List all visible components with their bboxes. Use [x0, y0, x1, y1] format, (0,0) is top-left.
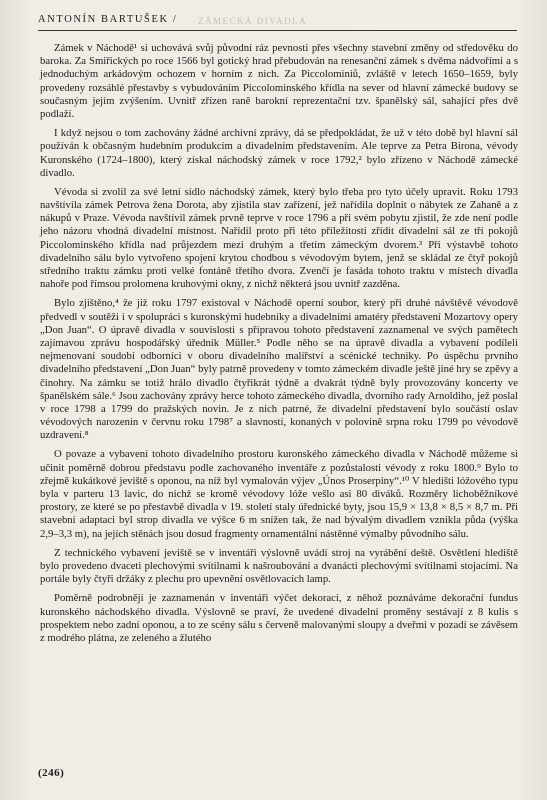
- paragraph: Vévoda si zvolil za své letní sídlo náchodský zámek, který bylo třeba pro tyto účely upravit. Roku 1793 navštívila zámek Petrova žena Dorota, aby zjistila stav zařízení, jež nařídila doplnit o nábytek ze Zahaně a z nákupů v Praze. Vévoda navštívil zámek prvně teprve v roce 1796 a při svém pobytu zjistil, že zde není podle jeho názoru vhodná divadelní místnost. Nařídil proto při této příležitosti zřídit divadelní sál ze tří pokojů Piccolominského křídla nad průjezdem mezi druhým a třetím zámeckým dvorem.³ Při výstavbě tohoto divadelního sálu bylo vytvořeno spojení krytou chodbou s vévodovým bytem, jenž se skládal ze čtyř pokojů středního traktu zámku proti velké fontáně třetího dvora. Zvenčí je fasáda tohoto traktu v místech divadla nahoře pod římsou prolomena kruhovými okny, z nichž některá jsou uvnitř zazděna.: [40, 185, 518, 291]
- show-through-text: ZÁMECKÁ DIVADLA: [198, 16, 308, 26]
- page-number: (246): [38, 767, 65, 779]
- paragraph: Zámek v Náchodě¹ si uchovává svůj původní ráz pevnosti přes všechny stavební změny od středověku do baroka. Za Smiřických po roce 1566 byl gotický hrad přebudován na renesanční zámek s dvěma nádvořími a s jednoduchým arkádovým ochozem v horním z nich. Za Piccolominiů, zvláště v letech 1650–1659, byly provedeny rozsáhlé přestavby s vybudováním Piccolominského křídla na sever od hlavní zámecké budovy se současným jejím zvýšením. Uvnitř zřízen raně barokní reprezentační tzv. španělský sál, sahající přes dvě podlaží.: [40, 42, 518, 120]
- page-header: [38, 14, 517, 30]
- header-rule: [38, 30, 517, 31]
- paragraph: Bylo zjištěno,⁴ že již roku 1797 existoval v Náchodě operní soubor, který při druhé návštěvě vévodově předvedl v soutěži i v spolupráci s kuronskými hudebníky a divadelními amatéry představení Mozartovy opery „Don Juan“. O úpravě divadla v souvislosti s přípravou tohoto představení zaznamenal ve svých pamětech zajímavou zprávu hospodářský úředník Müller.⁵ Podle něho se na úpravě divadla a vybavení podíleli nejmenovaní soudobí odborníci v oboru divadelního malířství a scénické techniky. Po úspěchu prvního divadelního představení „Don Juan“ byly patrně provedeny v tomto zámeckém divadle ještě jiné hry se zpěvy a činohry. Na zámku se totiž hrálo divadlo čtyřikrát týdně a dvakrát týdně byly provozovány koncerty ve španělském sále.⁶ Jsou zachovány zprávy herce tohoto zámeckého divadla, dvorního rady Arnoldiho, jež poslal v roce 1798 a 1799 do pražských novin. Je z nich patrné, že divadelní představení bylo součástí oslav vévodových narozenin v červnu roku 1798⁷ a slavností, konaných v polovině srpna roku 1799 po vévodově uzdravení.⁸: [40, 297, 518, 442]
- running-head: ANTONÍN BARTUŠEK /: [38, 14, 178, 25]
- paragraph: I když nejsou o tom zachovány žádné archivní zprávy, dá se předpokládat, že už v této době byl hlavní sál používán k občasným hudebním produkcím a divadelním představením. Ale teprve za Petra Birona, vévody Kuronského (1724–1800), který získal náchodský zámek v roce 1792,² bylo zřízeno v Náchodě zámecké divadlo.: [40, 127, 518, 179]
- paragraph: Poměrně podrobněji je zaznamenán v inventáři výčet dekorací, z něhož poznáváme dekorační fundus kuronského náchodského divadla. Výslovně se praví, že uvedené divadelní proměny sestávají z 8 kulis s prospektem nebo zadní oponou, a to ze scény sálu s červeně malovanými sloupy a dveřmi v pozadí se závěsem z modrého plátna, ze zeleného a žlutého: [40, 592, 518, 644]
- paragraph: O povaze a vybavení tohoto divadelního prostoru kuronského zámeckého divadla v Náchodě můžeme si učinit poměrně dobrou představu podle zachovaného inventáře z pozůstalosti vévody z roku 1800.⁹ Bylo to zřejmě kukátkové jeviště s oponou, na níž byl vymalován výjev „Únos Proserpiny“.¹⁰ V hledišti lóžového typu byla v parteru 13 lavic, do nichž se kromě vévodovy lóže vešlo asi 80 diváků. Rozměry lichoběžníkové prostory, ze které se po přestavbě divadla v 19. století staly úřednické byty, jsou 15,9 × 13,8 × 8,5 × 8,7 m. Při stavební adaptaci byl strop divadla ve výšce 6 m snížen tak, že nad bývalým divadlem vznikla půda (výška 2,9–3,3 m), na jejích stěnách jsou dosud fragmenty ornamentální nástěnné výmalby původního sálu.: [40, 448, 518, 540]
- paragraph: Z technického vybavení jeviště se v inventáři výslovně uvádí stroj na vyrábění deště. Osvětlení hlediště bylo provedeno dvaceti plechovými svítilnami k našroubování a dvanácti plechovými svítilnami stojacími. Na portále byly čtyři držáky z plechu pro upevnění osvětlovacích lamp.: [40, 546, 518, 586]
- body-text: [40, 42, 518, 651]
